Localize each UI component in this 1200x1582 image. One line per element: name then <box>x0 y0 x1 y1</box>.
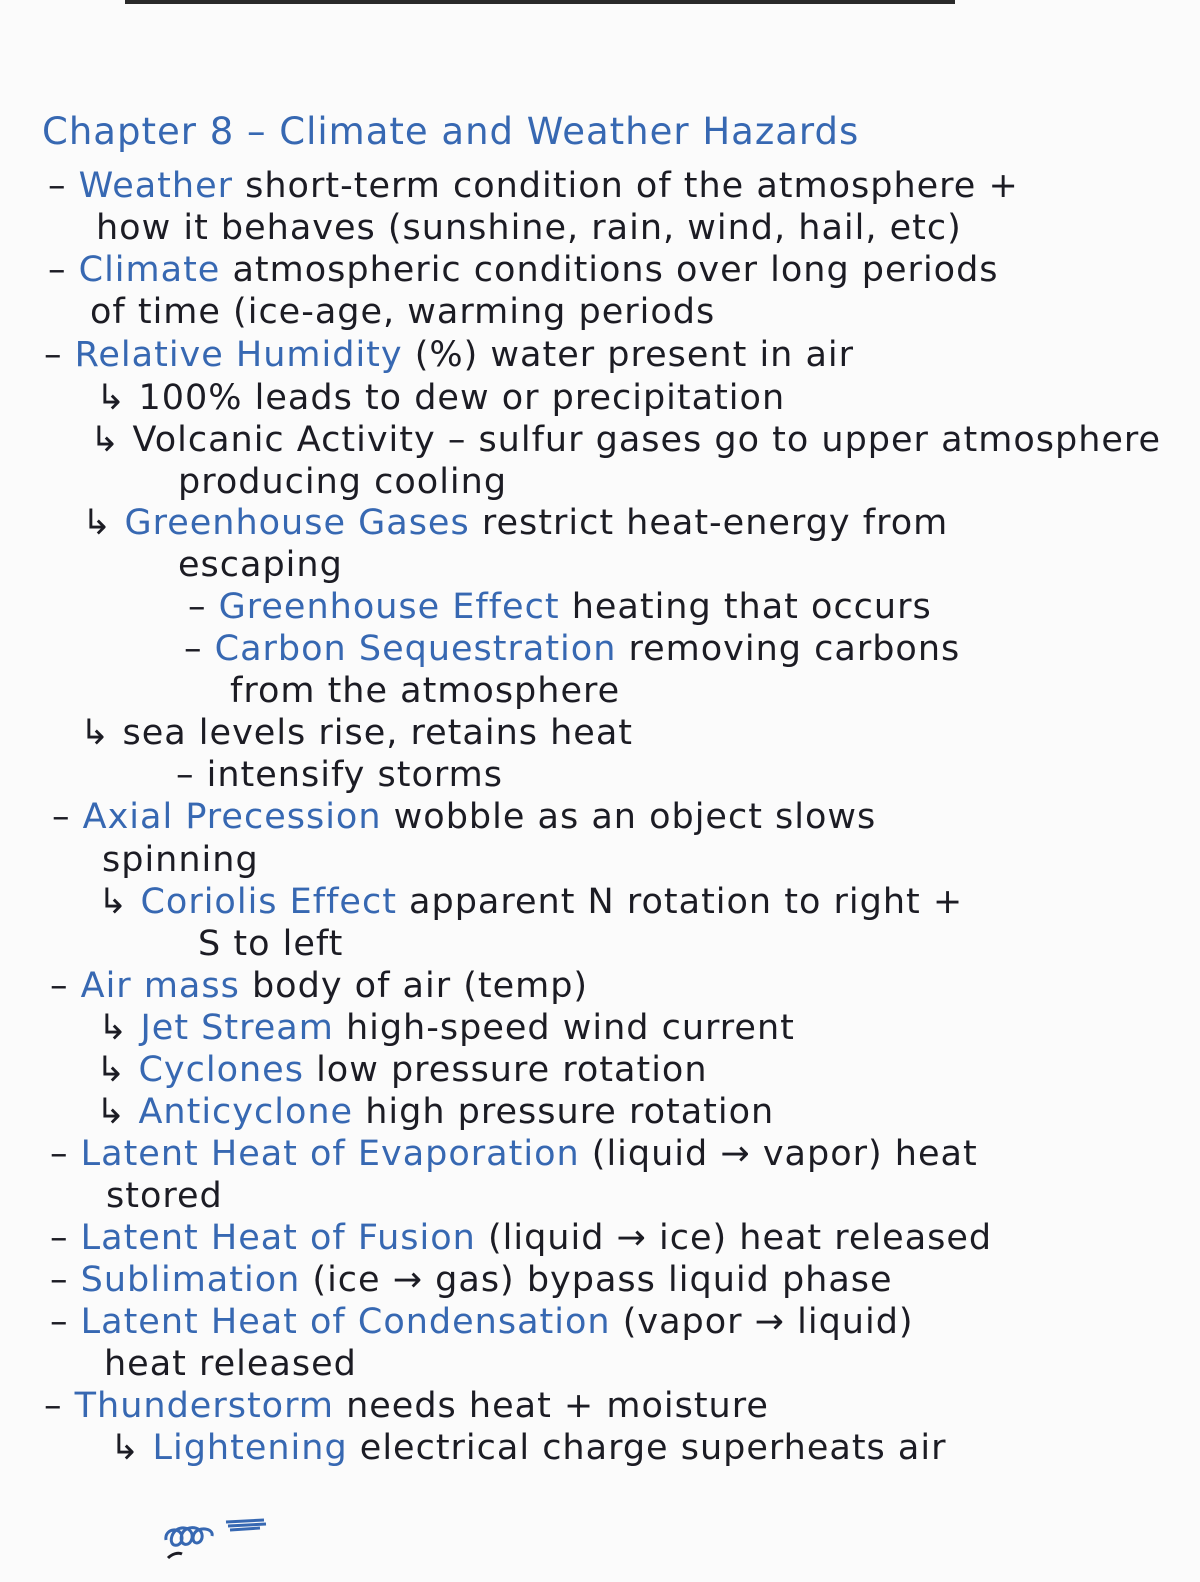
title-term: Chapter 8 <box>42 110 235 153</box>
definition: spinning <box>102 840 259 880</box>
definition: atmospheric conditions over long periods <box>220 250 999 290</box>
note-line <box>90 292 715 332</box>
term: Jet Stream <box>140 1008 334 1048</box>
term: Greenhouse Effect <box>218 587 560 627</box>
note-line-greenhouse-effect <box>188 587 932 627</box>
note-line <box>230 671 620 711</box>
dash-marker: – <box>44 1386 63 1426</box>
dash-marker: – <box>52 797 71 837</box>
arrow-marker: ↳ <box>98 882 129 922</box>
note-line-sublimation <box>50 1260 893 1300</box>
note-line <box>178 462 507 502</box>
note-line-thunderstorm <box>44 1386 769 1426</box>
dash-marker: – <box>184 629 203 669</box>
dash-marker: – <box>44 335 63 375</box>
dash-marker: – <box>48 250 67 290</box>
definition: restrict heat-energy from <box>469 503 949 543</box>
note-line <box>96 208 962 248</box>
arrow-marker: ↳ <box>96 378 127 418</box>
definition: high-speed wind current <box>333 1008 795 1048</box>
term: Greenhouse Gases <box>124 503 470 543</box>
pen-scribble <box>160 1510 280 1570</box>
term: Axial Precession <box>82 797 382 837</box>
dash-marker: – <box>50 1260 69 1300</box>
note-line <box>80 713 633 753</box>
note-line-climate <box>48 250 999 290</box>
note-line <box>198 924 343 964</box>
note-line-axial-precession <box>52 797 876 837</box>
note-line-latent-heat-condensation <box>50 1302 914 1342</box>
note-line-carbon-sequestration <box>184 629 960 669</box>
title-text: – Climate and Weather Hazards <box>247 110 860 153</box>
term: Anticyclone <box>138 1092 354 1132</box>
definition: from the atmosphere <box>230 671 621 711</box>
definition: (ice → gas) bypass liquid phase <box>300 1260 893 1300</box>
definition: (%) water present in air <box>402 335 855 375</box>
definition: wobble as an object slows <box>381 797 877 837</box>
term: Air mass <box>80 966 240 1006</box>
dash-marker: – <box>50 966 69 1006</box>
note-line-lightening <box>110 1428 946 1468</box>
term: Latent Heat of Evaporation <box>80 1134 580 1174</box>
term: Sublimation <box>80 1260 301 1300</box>
note-line-latent-heat-evaporation <box>50 1134 978 1174</box>
arrow-marker: ↳ <box>110 1428 141 1468</box>
term: Carbon Sequestration <box>214 629 617 669</box>
dash-marker: – <box>50 1302 69 1342</box>
definition: short-term condition of the atmosphere + <box>233 166 1019 206</box>
definition: needs heat + moisture <box>333 1386 769 1426</box>
term: Cyclones <box>138 1050 304 1090</box>
definition: body of air (temp) <box>239 966 589 1006</box>
definition: Volcanic Activity – sulfur gases go to upper atmosphere <box>132 420 1162 460</box>
definition: escaping <box>178 545 343 585</box>
arrow-marker: ↳ <box>98 1008 129 1048</box>
note-line <box>90 420 1161 460</box>
arrow-marker: ↳ <box>82 503 113 543</box>
note-line-jet-stream <box>98 1008 795 1048</box>
definition: stored <box>106 1176 223 1216</box>
definition: removing carbons <box>616 629 961 669</box>
definition: (vapor → liquid) <box>610 1302 914 1342</box>
definition: 100% leads to dew or precipitation <box>138 378 786 418</box>
note-line-latent-heat-fusion <box>50 1218 992 1258</box>
arrow-marker: ↳ <box>80 713 111 753</box>
note-line <box>104 1344 357 1384</box>
dash-marker: – <box>50 1134 69 1174</box>
note-line-coriolis-effect <box>98 882 963 922</box>
arrow-marker: ↳ <box>90 420 121 460</box>
note-line-weather <box>48 166 1019 206</box>
note-line-anticyclone <box>96 1092 774 1132</box>
definition: how it behaves (sunshine, rain, wind, hail, etc) <box>96 208 962 248</box>
term: Coriolis Effect <box>140 882 397 922</box>
definition: apparent N rotation to right + <box>396 882 964 922</box>
definition: low pressure rotation <box>303 1050 708 1090</box>
note-line-cyclones <box>96 1050 708 1090</box>
note-line <box>106 1176 223 1216</box>
note-line-relative-humidity <box>44 335 854 375</box>
definition: of time (ice-age, warming periods <box>90 292 716 332</box>
definition: heating that occurs <box>559 587 932 627</box>
note-line-air-mass <box>50 966 588 1006</box>
definition: heat released <box>104 1344 357 1384</box>
note-line-greenhouse-gases <box>82 503 948 543</box>
term: Weather <box>78 166 234 206</box>
definition: sea levels rise, retains heat <box>122 713 634 753</box>
arrow-marker: ↳ <box>96 1092 127 1132</box>
dash-marker: – <box>176 755 195 795</box>
note-line <box>176 755 503 795</box>
term: Latent Heat of Fusion <box>80 1218 476 1258</box>
page-top-edge <box>125 0 955 4</box>
definition: intensify storms <box>206 755 503 795</box>
dash-marker: – <box>50 1218 69 1258</box>
term: Thunderstorm <box>74 1386 334 1426</box>
note-line <box>178 545 343 585</box>
definition: (liquid → vapor) heat <box>579 1134 978 1174</box>
dash-marker: – <box>48 166 67 206</box>
definition: (liquid → ice) heat released <box>475 1218 993 1258</box>
note-line <box>102 840 259 880</box>
dash-marker: – <box>188 587 207 627</box>
definition: high pressure rotation <box>353 1092 775 1132</box>
page-title <box>42 112 859 152</box>
definition: producing cooling <box>178 462 508 502</box>
term: Climate <box>78 250 221 290</box>
arrow-marker: ↳ <box>96 1050 127 1090</box>
definition: electrical charge superheats air <box>347 1428 947 1468</box>
term: Lightening <box>152 1428 348 1468</box>
note-line <box>96 378 785 418</box>
definition: S to left <box>198 924 344 964</box>
term: Relative Humidity <box>74 335 403 375</box>
term: Latent Heat of Condensation <box>80 1302 611 1342</box>
